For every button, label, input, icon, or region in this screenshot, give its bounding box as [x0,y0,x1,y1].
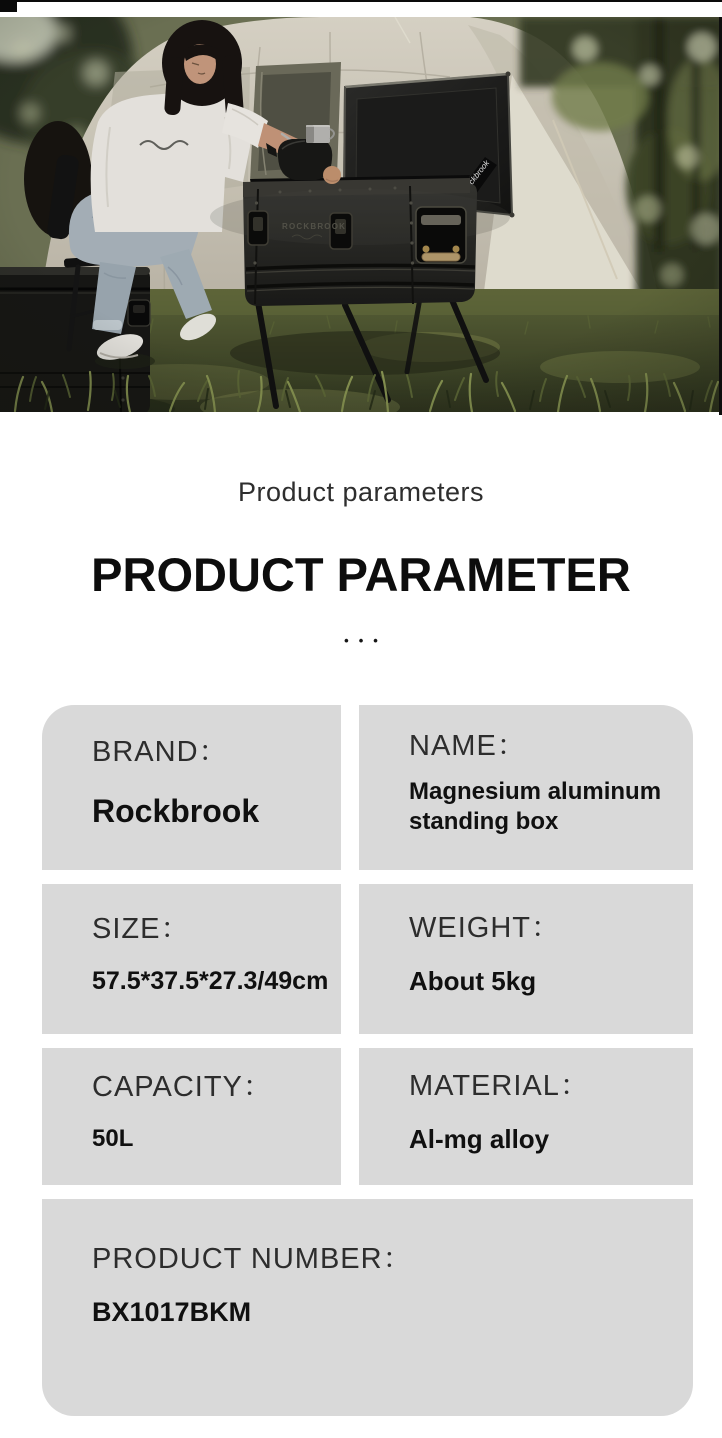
spec-label-material: MATERIAL： [409,1069,590,1102]
section-header [0,479,722,649]
spec-card-brand [42,705,341,870]
spec-card-weight [359,884,693,1034]
spec-value-brand: Rockbrook [92,793,260,830]
spec-label-capacity: CAPACITY： [92,1070,273,1103]
spec-card-name [359,705,693,870]
spec-label-size: SIZE： [92,912,191,945]
photo-corner-block [0,0,17,12]
spec-label-product-number: PRODUCT NUMBER： [92,1242,413,1275]
spec-label-weight: WEIGHT： [409,912,561,945]
camping-scene-illustration [0,17,722,412]
spec-value-material: Al-mg alloy [409,1123,550,1154]
spec-value-size: 57.5*37.5*27.3/49cm [92,967,329,996]
section-subtitle: Product parameters [237,477,485,507]
spec-value-name: Magnesium aluminum standing box [409,778,662,836]
spec-label-name: NAME： [409,729,527,762]
photo-top-hairline [0,0,722,2]
spec-card-product-number [42,1199,693,1416]
ellipsis-dots: ••• [344,633,388,648]
spec-card-grid [42,705,693,1416]
spec-card-capacity [42,1048,341,1185]
spec-card-size [42,884,341,1034]
spec-label-brand: BRAND： [92,735,229,768]
spec-value-product-number: BX1017BKM [92,1297,252,1328]
spec-card-material [359,1048,693,1185]
hero-photo [0,0,722,412]
spec-value-weight: About 5kg [409,966,537,997]
spec-value-capacity: 50L [92,1125,134,1153]
page-title: PRODUCT PARAMETER [91,548,631,601]
